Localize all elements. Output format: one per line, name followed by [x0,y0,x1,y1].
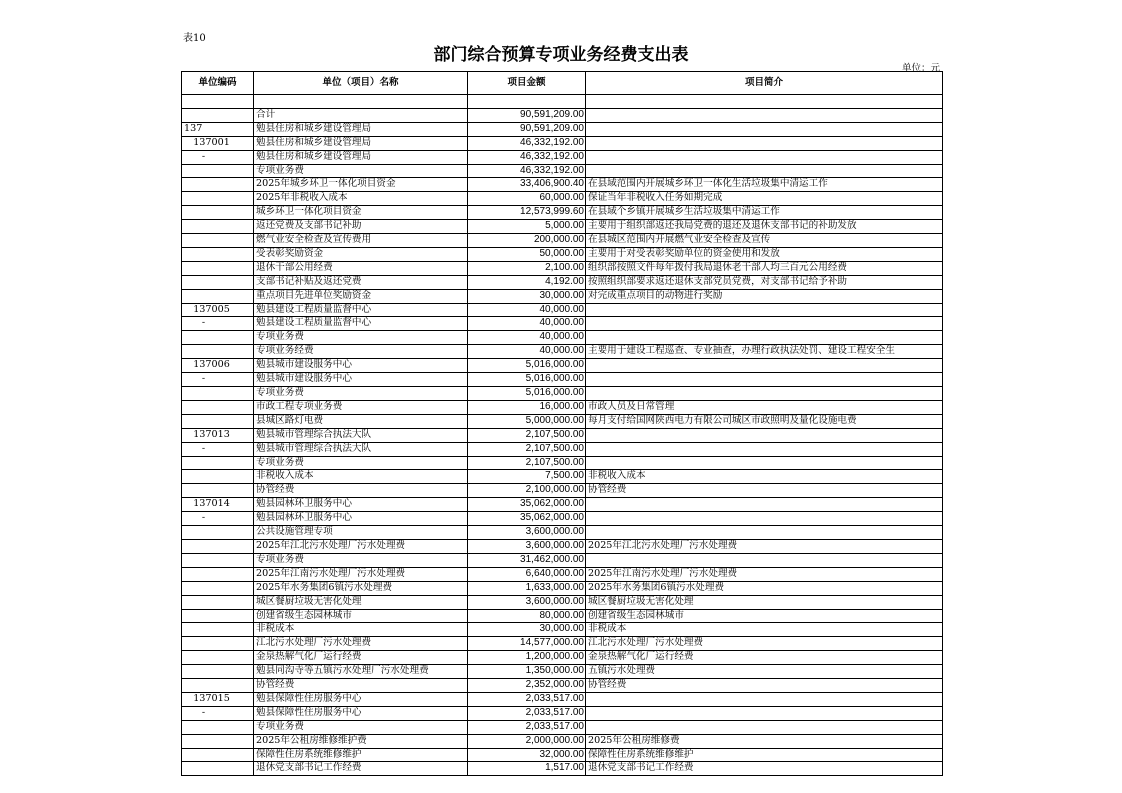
row-code [182,762,254,776]
row-code [182,247,254,261]
row-name: 2025年城乡环卫一体化项目资金 [254,178,468,192]
row-code [182,609,254,623]
table-row [182,400,943,414]
row-code: - [182,706,254,720]
row-name: 合计 [254,108,468,122]
table-row [182,150,943,164]
row-desc [586,331,943,345]
row-name: 江北污水处理厂污水处理费 [254,637,468,651]
row-name: 勉县同沟寺等五镇污水处理厂污水处理费 [254,665,468,679]
row-code [182,331,254,345]
row-amount: 46,332,192.00 [468,150,586,164]
table-row [182,679,943,693]
row-amount: 2,033,517.00 [468,720,586,734]
page-title: 部门综合预算专项业务经费支出表 [433,45,689,65]
row-amount: 5,016,000.00 [468,359,586,373]
row-desc [586,498,943,512]
row-name: 勉县建设工程质量监督中心 [254,317,468,331]
row-amount: 2,107,500.00 [468,456,586,470]
row-code [182,261,254,275]
row-desc [586,150,943,164]
row-code [182,470,254,484]
row-desc [586,136,943,150]
table-row [182,289,943,303]
row-amount: 32,000.00 [468,748,586,762]
table-row [182,317,943,331]
row-amount: 90,591,209.00 [468,108,586,122]
row-name: 保障性住房系统维修维护 [254,748,468,762]
row-code: 137 [182,122,254,136]
row-desc [586,122,943,136]
row-code [182,164,254,178]
row-amount: 2,107,500.00 [468,442,586,456]
row-name: 协管经费 [254,484,468,498]
row-amount: 3,600,000.00 [468,595,586,609]
row-amount: 12,573,999.60 [468,206,586,220]
table-row [182,553,943,567]
row-desc: 在县域个乡镇开展城乡生活垃圾集中清运工作 [586,206,943,220]
table-row [182,595,943,609]
table-row [182,303,943,317]
row-amount: 46,332,192.00 [468,164,586,178]
row-amount: 35,062,000.00 [468,512,586,526]
row-amount: 1,517.00 [468,762,586,776]
row-code: - [182,317,254,331]
row-desc: 在县城区范围内开展燃气业安全检查及宣传 [586,234,943,248]
row-code [182,414,254,428]
table-row [182,164,943,178]
row-desc [586,387,943,401]
row-desc: 江北污水处理厂污水处理费 [586,637,943,651]
row-code: 137001 [182,136,254,150]
row-code [182,206,254,220]
row-name: 勉县城市建设服务中心 [254,373,468,387]
row-desc: 保证当年非税收入任务如期完成 [586,192,943,206]
row-amount [468,95,586,109]
row-name: 支部书记补贴及返还党费 [254,275,468,289]
row-amount: 6,640,000.00 [468,567,586,581]
row-code [182,484,254,498]
table-row [182,122,943,136]
row-amount: 5,000,000.00 [468,414,586,428]
row-code [182,581,254,595]
header-code: 单位编码 [182,72,254,95]
row-desc: 按照组织部要求返还退休支部党员党费，对支部书记给予补助 [586,275,943,289]
row-code: 137005 [182,303,254,317]
header-name: 单位（项目）名称 [254,72,468,95]
table-row [182,651,943,665]
row-code [182,275,254,289]
table-row [182,692,943,706]
unit-label: 单位：元 [901,63,940,74]
row-code [182,595,254,609]
row-name: 勉县住房和城乡建设管理局 [254,136,468,150]
table-row [182,387,943,401]
row-code [182,734,254,748]
row-name: 受表彰奖励资金 [254,247,468,261]
table-row [182,567,943,581]
table-row [182,275,943,289]
row-desc: 协管经费 [586,484,943,498]
row-amount: 2,033,517.00 [468,706,586,720]
row-amount: 5,016,000.00 [468,387,586,401]
row-desc [586,108,943,122]
row-desc: 城区餐厨垃圾无害化处理 [586,595,943,609]
row-desc [586,720,943,734]
row-amount: 33,406,900.40 [468,178,586,192]
row-desc: 保障性住房系统维修维护 [586,748,943,762]
row-amount: 5,016,000.00 [468,373,586,387]
budget-table [181,71,943,776]
table-row [182,665,943,679]
row-code [182,234,254,248]
row-desc [586,526,943,540]
row-desc: 对完成重点项目的动物进行奖励 [586,289,943,303]
row-name: 2025年水务集团6镇污水处理费 [254,581,468,595]
row-desc [586,359,943,373]
row-name: 专项业务费 [254,164,468,178]
row-name: 返还党费及支部书记补助 [254,220,468,234]
row-name: 勉县建设工程质量监督中心 [254,303,468,317]
table-row [182,261,943,275]
row-amount: 46,332,192.00 [468,136,586,150]
row-name: 市政工程专项业务费 [254,400,468,414]
row-desc [586,706,943,720]
row-code [182,567,254,581]
row-name: 勉县保障性住房服务中心 [254,692,468,706]
row-name: 协管经费 [254,679,468,693]
row-amount: 3,600,000.00 [468,539,586,553]
row-code [182,651,254,665]
table-row [182,345,943,359]
table-row [182,136,943,150]
row-name: 勉县园林环卫服务中心 [254,512,468,526]
row-code: - [182,150,254,164]
row-desc: 2025年水务集团6镇污水处理费 [586,581,943,595]
row-name: 2025年非税收入成本 [254,192,468,206]
row-code [182,679,254,693]
sheet-number: 表10 [183,33,206,44]
row-amount: 40,000.00 [468,345,586,359]
row-desc: 组织部按照文件每年拨付我局退休老干部人均三百元公用经费 [586,261,943,275]
row-amount: 1,350,000.00 [468,665,586,679]
row-desc [586,95,943,109]
row-desc: 五镇污水处理费 [586,665,943,679]
table-row [182,108,943,122]
header-amount: 项目金额 [468,72,586,95]
row-amount: 30,000.00 [468,289,586,303]
row-desc: 每月支付给国网陕西电力有限公司城区市政照明及量化设施电费 [586,414,943,428]
row-desc [586,553,943,567]
table-row [182,623,943,637]
table-row [182,428,943,442]
table-row [182,414,943,428]
row-name: 2025年江南污水处理厂污水处理费 [254,567,468,581]
row-amount: 40,000.00 [468,303,586,317]
row-name: 专项业务费 [254,387,468,401]
row-code: 137006 [182,359,254,373]
row-desc: 主要用于建设工程巡查、专业抽查，办理行政执法处罚、建设工程安全生 [586,345,943,359]
row-name: 勉县城市管理综合执法大队 [254,442,468,456]
row-amount: 60,000.00 [468,192,586,206]
row-amount: 5,000.00 [468,220,586,234]
row-name: 退休干部公用经费 [254,261,468,275]
table-row [182,220,943,234]
row-name: 专项业务费 [254,331,468,345]
table-row [182,470,943,484]
row-code [182,720,254,734]
row-desc: 在县域范围内开展城乡环卫一体化生活垃圾集中清运工作 [586,178,943,192]
row-code [182,345,254,359]
row-amount: 3,600,000.00 [468,526,586,540]
row-name: 非税成本 [254,623,468,637]
row-desc: 2025年公租房维修费 [586,734,943,748]
row-code: - [182,442,254,456]
row-amount: 40,000.00 [468,331,586,345]
row-name: 城乡环卫一体化项目资金 [254,206,468,220]
row-amount: 50,000.00 [468,247,586,261]
row-desc [586,317,943,331]
table-body [182,95,943,776]
row-code: - [182,373,254,387]
row-name: 专项业务费 [254,456,468,470]
row-name: 金泉热解气化厂运行经费 [254,651,468,665]
row-amount: 16,000.00 [468,400,586,414]
table-row [182,456,943,470]
row-desc [586,164,943,178]
row-amount: 7,500.00 [468,470,586,484]
row-amount: 2,352,000.00 [468,679,586,693]
row-name: 勉县园林环卫服务中心 [254,498,468,512]
table-row [182,498,943,512]
row-desc: 市政人员及日常管理 [586,400,943,414]
table-row [182,526,943,540]
row-code [182,553,254,567]
row-name: 非税收入成本 [254,470,468,484]
row-amount: 80,000.00 [468,609,586,623]
row-name: 城区餐厨垃圾无害化处理 [254,595,468,609]
row-code: - [182,512,254,526]
row-name: 专项业务费 [254,553,468,567]
row-code: 137013 [182,428,254,442]
row-code [182,192,254,206]
row-name: 县城区路灯电费 [254,414,468,428]
row-amount: 14,577,000.00 [468,637,586,651]
table-row [182,748,943,762]
row-desc [586,692,943,706]
row-amount: 35,062,000.00 [468,498,586,512]
row-code [182,289,254,303]
table-row [182,359,943,373]
row-desc: 金泉热解气化厂运行经费 [586,651,943,665]
row-code [182,748,254,762]
row-desc: 协管经费 [586,679,943,693]
row-code [182,108,254,122]
row-desc [586,303,943,317]
row-amount: 2,100.00 [468,261,586,275]
table-row [182,484,943,498]
row-code [182,526,254,540]
row-desc [586,428,943,442]
row-name: 勉县住房和城乡建设管理局 [254,122,468,136]
table-row [182,581,943,595]
row-desc [586,373,943,387]
table-row [182,609,943,623]
row-amount: 2,033,517.00 [468,692,586,706]
row-amount: 30,000.00 [468,623,586,637]
row-code [182,637,254,651]
row-desc [586,512,943,526]
row-amount: 2,107,500.00 [468,428,586,442]
table-row [182,637,943,651]
row-name: 重点项目先进单位奖励资金 [254,289,468,303]
row-name: 勉县城市管理综合执法大队 [254,428,468,442]
header-desc: 项目简介 [586,72,943,95]
row-code [182,387,254,401]
row-amount: 2,000,000.00 [468,734,586,748]
table-row [182,539,943,553]
row-name: 勉县城市建设服务中心 [254,359,468,373]
row-code [182,456,254,470]
row-desc: 退休党支部书记工作经费 [586,762,943,776]
row-name: 退休党支部书记工作经费 [254,762,468,776]
row-desc [586,456,943,470]
row-code: 137015 [182,692,254,706]
row-name: 专项业务经费 [254,345,468,359]
row-amount: 4,192.00 [468,275,586,289]
row-desc: 主要用于组织部返还我局党费的退还及退休支部书记的补助发放 [586,220,943,234]
row-amount: 1,633,000.00 [468,581,586,595]
table-row [182,331,943,345]
row-code [182,539,254,553]
table-row [182,206,943,220]
row-desc: 2025年江北污水处理厂污水处理费 [586,539,943,553]
row-desc: 创建省级生态园林城市 [586,609,943,623]
row-code: 137014 [182,498,254,512]
table-row [182,234,943,248]
table-row [182,373,943,387]
table-row [182,95,943,109]
row-amount: 200,000.00 [468,234,586,248]
row-amount: 90,591,209.00 [468,122,586,136]
row-name: 勉县住房和城乡建设管理局 [254,150,468,164]
table-row [182,442,943,456]
row-amount: 2,100,000.00 [468,484,586,498]
table-row [182,706,943,720]
row-code [182,665,254,679]
row-code [182,178,254,192]
row-desc: 非税成本 [586,623,943,637]
row-code [182,220,254,234]
row-name: 2025年江北污水处理厂污水处理费 [254,539,468,553]
row-desc: 非税收入成本 [586,470,943,484]
row-name: 2025年公租房维修维护费 [254,734,468,748]
row-name: 勉县保障性住房服务中心 [254,706,468,720]
row-name [254,95,468,109]
table-row [182,192,943,206]
row-amount: 1,200,000.00 [468,651,586,665]
row-name: 创建省级生态园林城市 [254,609,468,623]
table-header-row [182,72,943,95]
table-row [182,734,943,748]
row-amount: 40,000.00 [468,317,586,331]
row-name: 专项业务费 [254,720,468,734]
row-desc [586,442,943,456]
table-row [182,762,943,776]
table-row [182,178,943,192]
row-code [182,623,254,637]
row-code [182,400,254,414]
row-code [182,95,254,109]
table-row [182,247,943,261]
row-name: 公共设施管理专项 [254,526,468,540]
table-row [182,720,943,734]
table-row [182,512,943,526]
row-desc: 主要用于对受表彰奖励单位的资金使用和发放 [586,247,943,261]
row-desc: 2025年江南污水处理厂污水处理费 [586,567,943,581]
row-name: 燃气业安全检查及宣传费用 [254,234,468,248]
row-amount: 31,462,000.00 [468,553,586,567]
